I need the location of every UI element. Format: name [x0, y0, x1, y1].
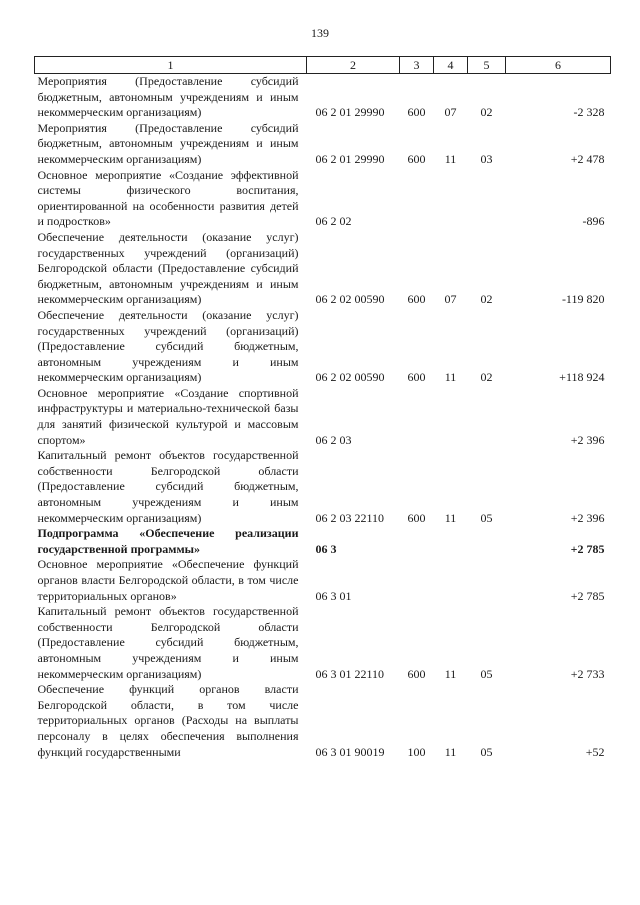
- column-header: 6: [506, 57, 611, 74]
- row-section-cell: [434, 557, 468, 604]
- row-section-cell: 11: [444, 666, 457, 681]
- row-expense-type-cell: [400, 526, 434, 557]
- row-code-cell: 06 3 01 90019: [315, 744, 385, 759]
- row-name-cell: Капитальный ремонт объектов государственной собственности Белгородской области (Предоставление субсидий бюджетным, автономным учреждениям и иным некоммерческим организациям): [37, 448, 299, 525]
- column-header: 4: [434, 57, 468, 74]
- row-amount-cell: +2 733: [570, 666, 605, 681]
- row-name-cell: Обеспечение функций органов власти Белгородской области, в том числе территориальных органов (Расходы на выплаты персоналу в целях обеспечения выполнения функций государственными: [37, 682, 299, 759]
- row-section-cell: [434, 526, 468, 557]
- column-header: 1: [35, 57, 307, 74]
- row-code-cell: 06 2 01 29990: [315, 151, 385, 166]
- row-name-cell: Основное мероприятие «Создание эффективной системы физического воспитания, ориентированной на особенности развития детей и подростков»: [37, 167, 299, 229]
- row-name-cell: Мероприятия (Предоставление субсидий бюджетным, автономным учреждениям и иным некоммерческим организациям): [37, 74, 299, 120]
- page-number: 139: [311, 26, 329, 40]
- table-row: [35, 230, 611, 308]
- row-subsection-cell: 05: [480, 510, 493, 525]
- row-amount-cell: +2 785: [570, 588, 605, 603]
- row-code-cell: 06 3 01: [315, 588, 352, 603]
- row-subsection-cell: 02: [480, 292, 493, 307]
- table-row: [35, 168, 611, 230]
- row-name-cell: Капитальный ремонт объектов государственной собственности Белгородской области (Предоставление субсидий бюджетным, автономным учреждениям и иным некоммерческим организациям): [37, 604, 299, 681]
- row-amount-cell: +2 785: [570, 541, 605, 556]
- row-code-cell: 06 2 02 00590: [315, 370, 385, 385]
- row-subsection-cell: 05: [480, 744, 493, 759]
- row-amount-cell: +52: [585, 744, 605, 759]
- row-name-cell: Мероприятия (Предоставление субсидий бюджетным, автономным учреждениям и иным некоммерческим организациям): [37, 120, 299, 166]
- row-section-cell: 11: [444, 744, 457, 759]
- row-expense-type-cell: 600: [407, 666, 426, 681]
- row-subsection-cell: [468, 168, 506, 230]
- row-name-cell: Обеспечение деятельности (оказание услуг) государственных учреждений (организаций) Белгородской области (Предоставление субсидий бюджетным, автономным учреждениям и иным некоммерческим организациям): [37, 229, 299, 307]
- row-subsection-cell: 05: [480, 666, 493, 681]
- row-section-cell: 07: [444, 105, 457, 120]
- row-subsection-cell: [468, 386, 506, 448]
- row-section-cell: 11: [444, 151, 457, 166]
- row-code-cell: 06 3: [315, 541, 337, 556]
- budget-table: [34, 56, 611, 760]
- column-header: 5: [468, 57, 506, 74]
- row-name-cell: Основное мероприятие «Обеспечение функций органов власти Белгородской области, в том числе территориальных органов»: [37, 557, 299, 603]
- row-name-cell: Основное мероприятие «Создание спортивной инфраструктуры и материально-технической базы для занятий физической культурой и массовым спортом»: [37, 385, 299, 447]
- row-amount-cell: +118 924: [559, 370, 605, 385]
- row-expense-type-cell: [400, 168, 434, 230]
- row-code-cell: 06 3 01 22110: [315, 666, 385, 681]
- table-row: [35, 121, 611, 168]
- table-row: [35, 557, 611, 604]
- table-row: [35, 386, 611, 448]
- row-amount-cell: -2 328: [573, 105, 605, 120]
- row-amount-cell: +2 396: [570, 510, 605, 525]
- row-name-cell: Обеспечение деятельности (оказание услуг) государственных учреждений (организаций) (Предоставление субсидий бюджетным, автономным учреждениям и иным некоммерческим организациям): [37, 307, 299, 385]
- row-subsection-cell: 02: [480, 370, 493, 385]
- row-code-cell: 06 2 03 22110: [315, 510, 385, 525]
- table-row: [35, 682, 611, 760]
- row-code-cell: 06 2 02 00590: [315, 292, 385, 307]
- row-expense-type-cell: 600: [407, 151, 426, 166]
- row-subsection-cell: [468, 526, 506, 557]
- table-row: [35, 308, 611, 386]
- row-expense-type-cell: 600: [407, 510, 426, 525]
- row-amount-cell: -119 820: [561, 292, 605, 307]
- table-row: [35, 526, 611, 557]
- column-header: 3: [400, 57, 434, 74]
- row-name-cell: Подпрограмма «Обеспечение реализации государственной программы»: [37, 526, 299, 556]
- row-section-cell: [434, 168, 468, 230]
- row-section-cell: 11: [444, 510, 457, 525]
- table-row: [35, 448, 611, 526]
- row-amount-cell: +2 478: [570, 151, 605, 166]
- row-expense-type-cell: [400, 386, 434, 448]
- row-subsection-cell: 03: [480, 151, 493, 166]
- row-section-cell: [434, 386, 468, 448]
- row-code-cell: 06 2 01 29990: [315, 105, 385, 120]
- row-expense-type-cell: 600: [407, 105, 426, 120]
- row-expense-type-cell: [400, 557, 434, 604]
- row-section-cell: 11: [444, 370, 457, 385]
- row-subsection-cell: 02: [480, 105, 493, 120]
- row-code-cell: 06 2 02: [315, 214, 352, 229]
- table-header-row: [35, 57, 611, 74]
- row-amount-cell: -896: [582, 214, 605, 229]
- row-code-cell: 06 2 03: [315, 432, 352, 447]
- row-expense-type-cell: 600: [407, 292, 426, 307]
- table-row: [35, 604, 611, 682]
- row-subsection-cell: [468, 557, 506, 604]
- column-header: 2: [307, 57, 400, 74]
- table-row: [35, 74, 611, 121]
- row-section-cell: 07: [444, 292, 457, 307]
- row-expense-type-cell: 600: [407, 370, 426, 385]
- row-expense-type-cell: 100: [407, 744, 426, 759]
- row-amount-cell: +2 396: [570, 432, 605, 447]
